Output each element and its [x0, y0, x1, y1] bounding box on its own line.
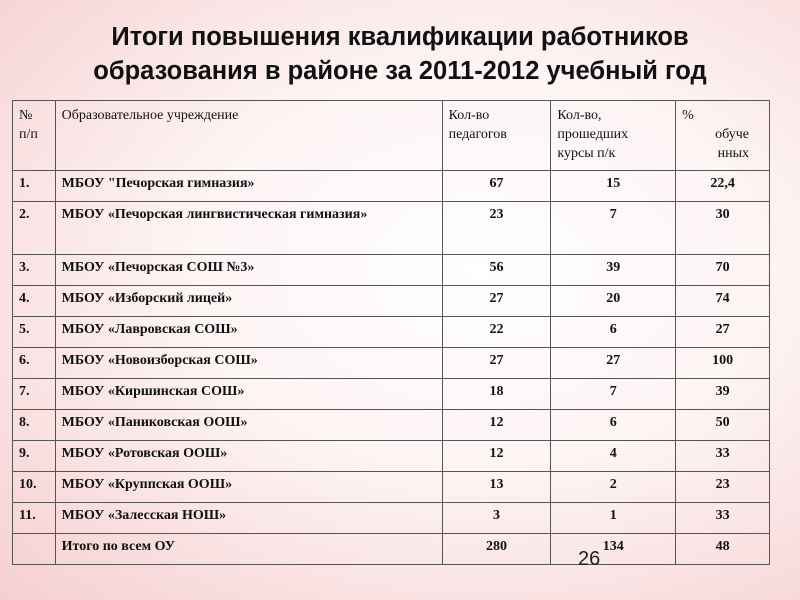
- total-trained: 134: [551, 534, 676, 565]
- row-num: 9.: [13, 441, 56, 472]
- table-row: [13, 472, 770, 503]
- header-teachers-line: Кол-во: [448, 108, 490, 123]
- header-trained-line: Кол-во,: [557, 108, 602, 123]
- header-teachers: [442, 101, 551, 171]
- row-teachers: 67: [442, 171, 551, 202]
- row-num: 5.: [13, 317, 56, 348]
- row-teachers: 12: [442, 410, 551, 441]
- table-row: [13, 171, 770, 202]
- row-num: 10.: [13, 472, 56, 503]
- qualification-table: [12, 100, 770, 565]
- row-trained: 1: [551, 503, 676, 534]
- header-percent: [676, 101, 770, 171]
- row-trained: 27: [551, 348, 676, 379]
- header-num-line: №: [19, 108, 33, 123]
- header-num: [13, 101, 56, 171]
- row-percent: 33: [676, 441, 770, 472]
- table-row: [13, 503, 770, 534]
- row-institution: МБОУ «Печорская СОШ №3»: [55, 255, 442, 286]
- row-trained: 6: [551, 317, 676, 348]
- row-trained: 7: [551, 202, 676, 255]
- header-num-line: п/п: [19, 127, 38, 142]
- row-num: 1.: [13, 171, 56, 202]
- row-num: 7.: [13, 379, 56, 410]
- row-teachers: 22: [442, 317, 551, 348]
- header-trained: [551, 101, 676, 171]
- row-teachers: 18: [442, 379, 551, 410]
- table-row: [13, 348, 770, 379]
- page-number: 26: [578, 548, 601, 570]
- row-institution: МБОУ «Ротовская ООШ»: [55, 441, 442, 472]
- row-institution: МБОУ «Изборский лицей»: [55, 286, 442, 317]
- row-teachers: 27: [442, 286, 551, 317]
- row-trained: 6: [551, 410, 676, 441]
- table-row: [13, 379, 770, 410]
- row-percent: 22,4: [676, 171, 770, 202]
- header-teachers-line: педагогов: [448, 127, 507, 142]
- row-trained: 7: [551, 379, 676, 410]
- row-percent: 27: [676, 317, 770, 348]
- row-percent: 74: [676, 286, 770, 317]
- total-row: [13, 534, 770, 565]
- slide-title: [0, 20, 800, 88]
- header-trained-line: прошедших: [557, 127, 629, 142]
- table-row: [13, 255, 770, 286]
- row-num: 6.: [13, 348, 56, 379]
- header-trained-line: курсы п/к: [557, 146, 616, 161]
- title-line-2: образования в районе за 2011-2012 учебный год: [93, 57, 707, 85]
- header-percent-line: %: [682, 108, 694, 123]
- row-num: 11.: [13, 503, 56, 534]
- row-trained: 15: [551, 171, 676, 202]
- row-percent: 33: [676, 503, 770, 534]
- table-row: [13, 317, 770, 348]
- row-institution: МБОУ «Паниковская ООШ»: [55, 410, 442, 441]
- total-label: Итого по всем ОУ: [55, 534, 442, 565]
- row-percent: 39: [676, 379, 770, 410]
- total-teachers: 280: [442, 534, 551, 565]
- row-institution: МБОУ «Круппская ООШ»: [55, 472, 442, 503]
- row-num: 4.: [13, 286, 56, 317]
- header-institution: Образовательное учреждение: [55, 101, 442, 171]
- header-percent-line: нных: [717, 146, 749, 161]
- row-trained: 4: [551, 441, 676, 472]
- row-trained: 39: [551, 255, 676, 286]
- row-institution: МБОУ «Новоизборская СОШ»: [55, 348, 442, 379]
- row-percent: 70: [676, 255, 770, 286]
- total-num: [13, 534, 56, 565]
- row-institution: МБОУ «Залесская НОШ»: [55, 503, 442, 534]
- row-trained: 2: [551, 472, 676, 503]
- row-teachers: 27: [442, 348, 551, 379]
- row-percent: 30: [676, 202, 770, 255]
- header-percent-line: обуче: [715, 127, 749, 142]
- row-teachers: 13: [442, 472, 551, 503]
- row-num: 2.: [13, 202, 56, 255]
- row-institution: МБОУ «Киршинская СОШ»: [55, 379, 442, 410]
- row-num: 3.: [13, 255, 56, 286]
- total-percent: 48: [676, 534, 770, 565]
- row-institution: МБОУ "Печорская гимназия»: [55, 171, 442, 202]
- row-teachers: 56: [442, 255, 551, 286]
- row-trained: 20: [551, 286, 676, 317]
- table-row: [13, 441, 770, 472]
- row-num: 8.: [13, 410, 56, 441]
- row-teachers: 3: [442, 503, 551, 534]
- row-teachers: 12: [442, 441, 551, 472]
- row-institution: МБОУ «Печорская лингвистическая гимназия»: [55, 202, 442, 255]
- row-percent: 100: [676, 348, 770, 379]
- table-row: [13, 286, 770, 317]
- row-institution: МБОУ «Лавровская СОШ»: [55, 317, 442, 348]
- row-percent: 50: [676, 410, 770, 441]
- table-row: [13, 202, 770, 255]
- row-teachers: 23: [442, 202, 551, 255]
- title-line-1: Итоги повышения квалификации работников: [111, 23, 689, 51]
- table-row: [13, 410, 770, 441]
- row-percent: 23: [676, 472, 770, 503]
- header-row: [13, 101, 770, 171]
